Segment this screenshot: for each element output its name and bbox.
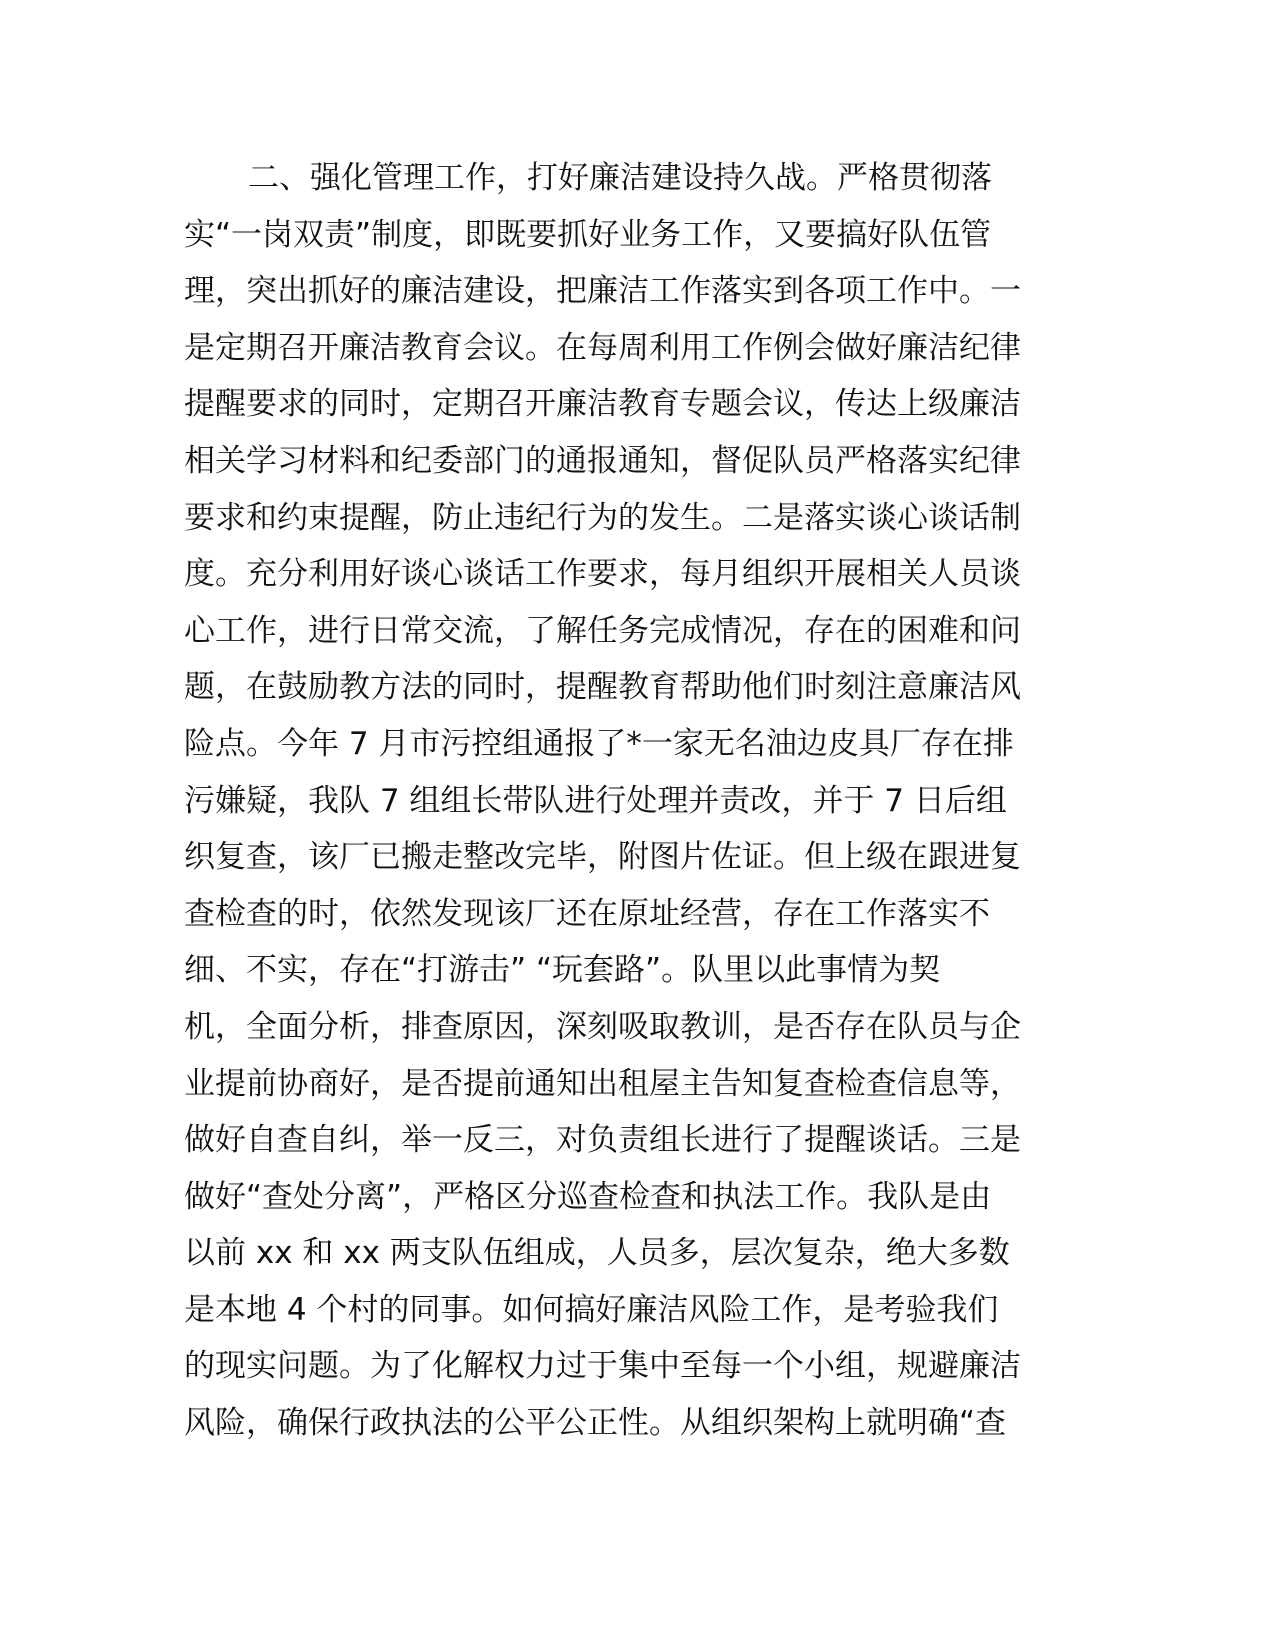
text-line: 机，全面分析，排查原因，深刻吸取教训，是否存在队员与企 <box>184 1008 1021 1045</box>
text-line: 度。充分利用好谈心谈话工作要求，每月组织开展相关人员谈 <box>184 556 1021 593</box>
text-line: 污嫌疑，我队 7 组组长带队进行处理并责改，并于 7 日后组 <box>184 782 1007 819</box>
text-line: 业提前协商好，是否提前通知出租屋主告知复查检查信息等， <box>184 1065 1021 1102</box>
text-line: 实“一岗双责”制度，即既要抓好业务工作，又要搞好队伍管 <box>184 216 992 253</box>
text-line: 理，突出抓好的廉洁建设，把廉洁工作落实到各项工作中。一 <box>184 273 1021 310</box>
text-line: 相关学习材料和纪委部门的通报通知，督促队员严格落实纪律 <box>184 442 1021 479</box>
text-line: 险点。今年 7 月市污控组通报了*一家无名油边皮具厂存在排 <box>184 725 1014 762</box>
text-line: 的现实问题。为了化解权力过于集中至每一个小组，规避廉洁 <box>184 1348 1021 1385</box>
text-line: 是本地 4 个村的同事。如何搞好廉洁风险工作，是考验我们 <box>184 1291 999 1328</box>
text-line: 查检查的时，依然发现该厂还在原址经营，存在工作落实不 <box>184 895 990 932</box>
text-line: 细、不实，存在“打游击” “玩套路”。队里以此事情为契 <box>184 952 941 989</box>
text-line: 是定期召开廉洁教育会议。在每周利用工作例会做好廉洁纪律 <box>184 329 1021 366</box>
body-paragraph <box>184 150 1089 1452</box>
text-line: 做好自查自纠，举一反三，对负责组长进行了提醒谈话。三是 <box>184 1122 1021 1159</box>
text-line: 题，在鼓励教方法的同时，提醒教育帮助他们时刻注意廉洁风 <box>184 669 1021 706</box>
text-line: 心工作，进行日常交流，了解任务完成情况，存在的困难和问 <box>184 612 1021 649</box>
text-line: 做好“查处分离”，严格区分巡查检查和执法工作。我队是由 <box>184 1178 992 1215</box>
text-line: 要求和约束提醒，防止违纪行为的发生。二是落实谈心谈话制 <box>184 499 1021 536</box>
text-line: 提醒要求的同时，定期召开廉洁教育专题会议，传达上级廉洁 <box>184 386 1021 423</box>
text-line: 织复查，该厂已搬走整改完毕，附图片佐证。但上级在跟进复 <box>184 839 1021 876</box>
text-line: 风险，确保行政执法的公平公正性。从组织架构上就明确“查 <box>184 1405 1007 1442</box>
text-line: 二、强化管理工作，打好廉洁建设持久战。严格贯彻落 <box>248 160 992 196</box>
text-line: 以前 xx 和 xx 两支队伍组成，人员多，层次复杂，绝大多数 <box>184 1235 1010 1272</box>
